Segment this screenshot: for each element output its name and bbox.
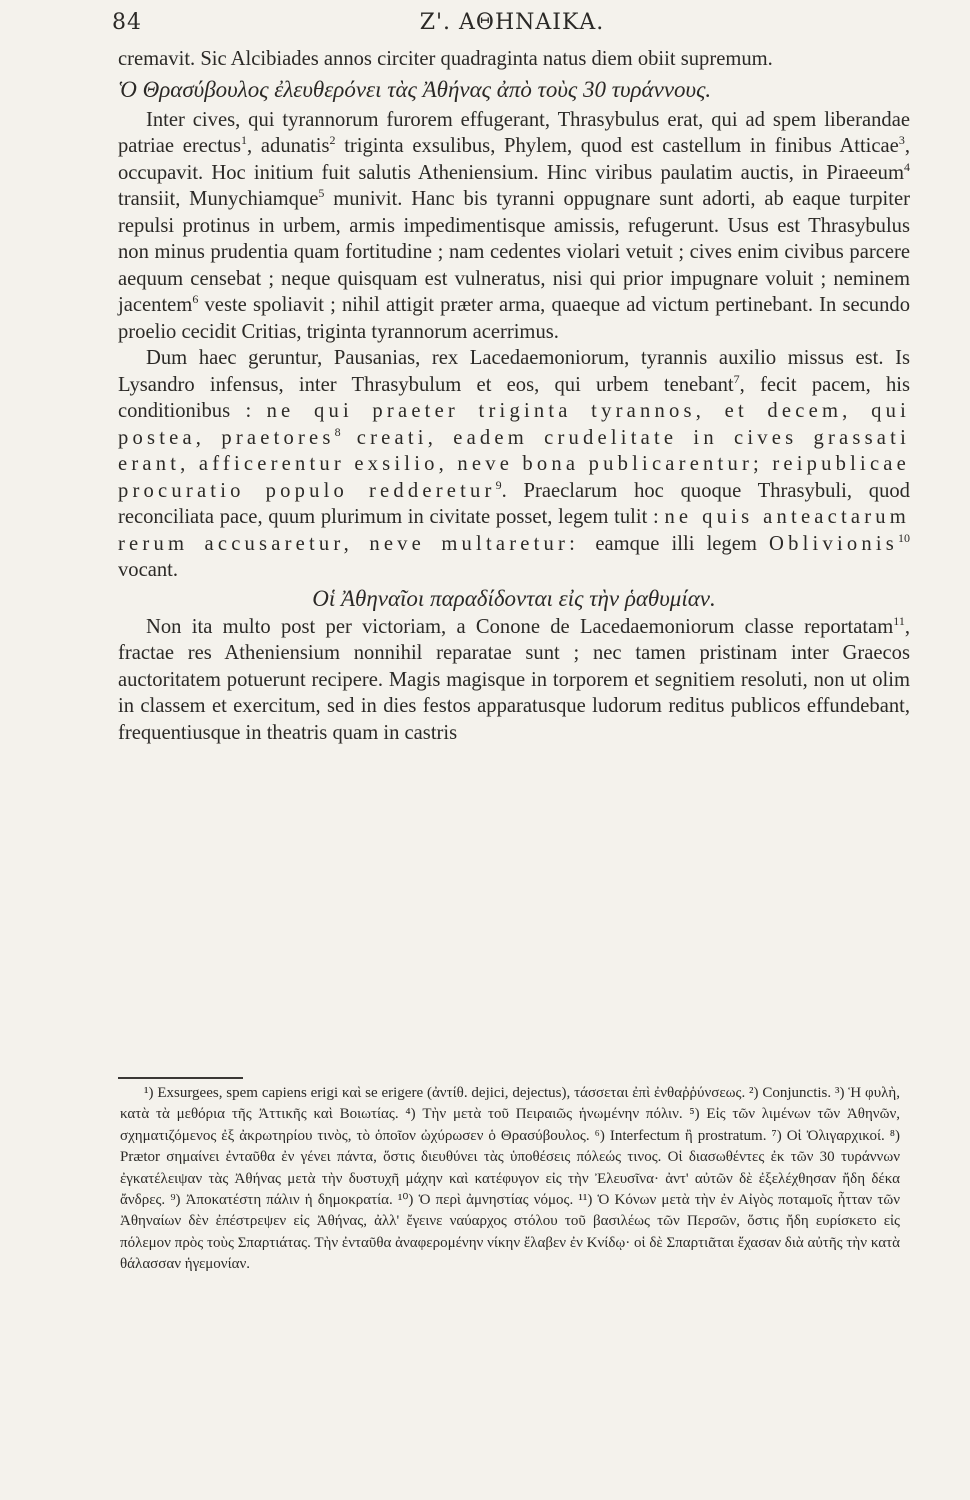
footnote-ref: 4 bbox=[904, 159, 910, 174]
text-run: , fecit pacem, his conditionibus : bbox=[118, 373, 910, 422]
paragraph-2 bbox=[118, 107, 910, 346]
spaced-text: ne quis anteactarum rerum accusaretur, neve multaretur: bbox=[118, 506, 911, 555]
text-run: , adunatis bbox=[247, 135, 330, 157]
text-run: , fractae res Atheniensium nonnihil reparatae sunt ; nec tamen pristinam inter Graecos auctoritatem potuerunt recipere. Magis magisque in torporem et segnitiem resoluti, non ut olim in classem et exercitum, sed in dies festos apparatusque ludorum reditus publicos effundebant, frequentiusque in theatris quam in castris bbox=[118, 615, 910, 744]
page-number: 84 bbox=[112, 10, 142, 35]
text-run: veste spoliavit ; nihil attigit præter arma, quaeque ad victum pertinebant. In secundo proelio cecidit Critias, triginta tyrannorum acerrimus. bbox=[118, 294, 910, 343]
text-run: vocant. bbox=[118, 559, 179, 581]
footnote-ref: 11 bbox=[893, 613, 905, 628]
spaced-text: Oblivionis bbox=[769, 532, 898, 555]
text-run: . Praeclarum hoc quoque Thrasybuli, quod reconciliata pace, quum plurimum in civitate posset, legem tulit : bbox=[118, 479, 910, 528]
paragraph-1: cremavit. Sic Alcibiades annos circiter quadraginta natus diem obiit supremum. bbox=[118, 48, 773, 70]
running-header bbox=[112, 6, 912, 40]
footnote-ref: 6 bbox=[192, 292, 199, 307]
footnote-ref: 3 bbox=[898, 133, 905, 148]
footnote-ref: 2 bbox=[329, 133, 336, 148]
section-heading-2: Οἱ Ἀθηναῖοι παραδίδονται εἰς τὴν ῥαθυμίαν. bbox=[312, 585, 716, 611]
text-run: Non ita multo post per victoriam, a Conone de Lacedaemoniorum classe reportatam bbox=[146, 615, 894, 638]
paragraph-4 bbox=[118, 614, 910, 747]
text-run: Dum haec geruntur, Pausanias, rex Lacedaemoniorum, tyrannis auxilio missus est. Is Lysandro infensus, inter Thrasybulum et eos, qui urbem tenebant bbox=[118, 347, 910, 396]
footnote-ref: 9 bbox=[495, 477, 502, 492]
section-heading-1: Ὁ Θρασύβουλος ἐλευθερόνει τὰς Ἀθήνας ἀπὸ τοὺς 30 τυράννους. bbox=[118, 76, 712, 102]
footnote-rule bbox=[118, 1077, 243, 1079]
footnote-ref: 5 bbox=[318, 186, 325, 201]
footnote-ref: 10 bbox=[898, 530, 910, 545]
spaced-text: ne qui praeter triginta tyrannos, et decem, qui postea, praetores bbox=[118, 400, 910, 449]
footnotes-text: ¹) Exsurgees, spem capiens erigi καὶ se erigere (ἀντίθ. dejici, dejectus), τάσσεται ἐπὶ ἐνθαῤῥύνσεως. ²) Conjunctis. ³) Ἡ φυλὴ, κατὰ τὰ μεθόρια τῆς Ἀττικῆς καὶ Βοιωτίας. ⁴) Τὴν μετὰ τοῦ Πειραιῶς ἡνωμένην πόλιν. ⁵) Εἰς τῶν λιμένων τῶν Ἀθηνῶν, σχηματιζόμενος ἐξ ἀκρωτηρίου τινὸς, τὸ ὁποῖον ὠχύρωσεν ὁ Θρασύβουλος. ⁶) Interfectum ἢ prostratum. ⁷) Οἱ Ὀλιγαρχικοί. ⁸) Prætor σημαίνει ἐνταῦθα ἐν γένει πάντα, ὅστις διευθύνει τὰς ὑποθέσεις πόλεώς τινος. Οἱ διασωθέντες ἐκ τῶν 30 τυράννων ἐγκατέλειψαν τὰς Ἀθήνας μετὰ τὴν δυστυχῆ μάχην καὶ κατέφυγον εἰς τὴν Ἐλευσῖνα· ἀντ' αὐτῶν δὲ ἐξελέχθησαν ἤδη δέκα ἄνδρες. ⁹) Ἀποκατέστη πάλιν ἡ δημοκρατία. ¹⁰) Ὁ περὶ ἀμνηστίας νόμος. ¹¹) Ὁ Κόνων μετὰ τὴν ἐν Αἰγὸς ποταμοῖς ἧτταν τῶν Ἀθηναίων δὲν ἐπέστρεψεν εἰς Ἀθήνας, ἀλλ' ἔγεινε ναύαρχος στόλου τοῦ βασιλέως τῶν Περσῶν, ὅστις ἤδη ευρίσκετο εἰς πόλεμον πρὸς τοὺς Σπαρτιάτας. Τὴν ἐνταῦθα ἀναφερομένην νίκην ἔλαβεν ἐν Κνίδῳ· οἱ δὲ Σπαρτιᾶται ἔχασαν διὰ αὐτῆς τὴν κατὰ θάλασσαν ἡγεμονίαν. bbox=[120, 1085, 900, 1273]
running-title: Z'. ΑΘΗΝΑΙΚΑ. bbox=[419, 10, 605, 35]
main-text bbox=[118, 46, 910, 746]
footnotes bbox=[120, 1083, 900, 1276]
text-run: eamque illi legem bbox=[595, 532, 770, 555]
text-run: Inter cives, qui tyrannorum furorem effugerant, Thrasybulus erat, qui ad spem liberandae patriae erectus bbox=[118, 108, 910, 157]
footnote-ref: 1 bbox=[241, 133, 248, 148]
spaced-text: creati, eadem crudelitate in cives grassati erant, afficerentur exsilio, neve bona publicarentur; reipublicae procuratio populo redderetur bbox=[118, 426, 910, 502]
text-run: transiit, Munychiamque bbox=[118, 188, 319, 210]
text-run: , occupavit. Hoc initium fuit salutis Atheniensium. Hinc viribus paulatim auctis, in Piraeeum bbox=[118, 135, 910, 184]
paragraph-3 bbox=[118, 345, 910, 584]
footnote-ref: 7 bbox=[733, 371, 740, 386]
text-run: triginta exsulibus, Phylem, quod est castellum in finibus Atticae bbox=[335, 135, 899, 157]
footnote-ref: 8 bbox=[334, 424, 341, 439]
text-run: munivit. Hanc bis tyranni oppugnare sunt adorti, ab eaque turpiter repulsi protinus in urbem, armis impedimentisque amissis, refugerunt. Usus est Thrasybulus non minus prudentia quam fortitudine ; nam cedentes violari vetuit ; cives enim civibus parcere aequum censebat ; neque quisquam est vulneratus, nisi qui prior impugnare voluit ; neminem jacentem bbox=[118, 188, 910, 316]
